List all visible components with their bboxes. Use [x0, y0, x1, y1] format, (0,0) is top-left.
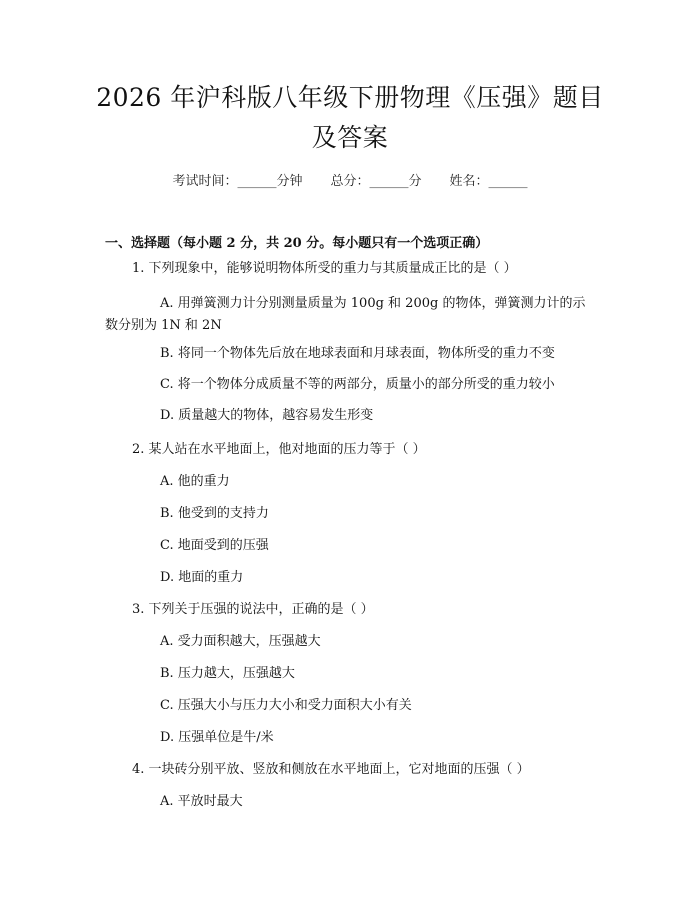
exam-info — [0, 170, 700, 189]
document-title — [90, 78, 610, 158]
question-stem: 1. 下列现象中，能够说明物体所受的重力与其质量成正比的是（ ） — [132, 261, 517, 276]
question-option: A. 用弹簧测力计分别测量质量为 100g 和 200g 的物体，弹簧测力计的示数分别为 1N 和 2N — [105, 296, 586, 333]
question-option: C. 地面受到的压强 — [160, 538, 269, 553]
question-stem: 4. 一块砖分别平放、竖放和侧放在水平地面上，它对地面的压强（ ） — [132, 762, 530, 777]
question-option: A. 受力面积越大，压强越大 — [160, 634, 321, 649]
question-option: C. 压强大小与压力大小和受力面积大小有关 — [160, 698, 412, 713]
question-option: B. 他受到的支持力 — [160, 506, 269, 521]
section-heading: 一、选择题（每小题 2 分，共 20 分。每小题只有一个选项正确） — [105, 236, 489, 251]
question-option: B. 压力越大，压强越大 — [160, 666, 295, 681]
title-line-1: 2026 年沪科版八年级下册物理《压强》题目 — [96, 83, 604, 112]
question-option: D. 地面的重力 — [160, 570, 244, 585]
exam-score: 总分：______分 — [330, 174, 422, 189]
question-option: A. 平放时最大 — [160, 794, 243, 809]
question-option: D. 压强单位是牛/米 — [160, 730, 274, 745]
question-option: A. 他的重力 — [160, 474, 230, 489]
exam-name: 姓名：______ — [449, 174, 528, 189]
question-option: B. 将同一个物体先后放在地球表面和月球表面，物体所受的重力不变 — [160, 346, 555, 361]
question-stem: 3. 下列关于压强的说法中，正确的是（ ） — [132, 602, 374, 617]
title-line-2: 及答案 — [311, 123, 389, 152]
question-option: D. 质量越大的物体，越容易发生形变 — [160, 408, 374, 423]
exam-time: 考试时间：______分钟 — [172, 174, 303, 189]
question-option: C. 将一个物体分成质量不等的两部分，质量小的部分所受的重力较小 — [160, 377, 555, 392]
question-stem: 2. 某人站在水平地面上，他对地面的压力等于（ ） — [132, 442, 426, 457]
